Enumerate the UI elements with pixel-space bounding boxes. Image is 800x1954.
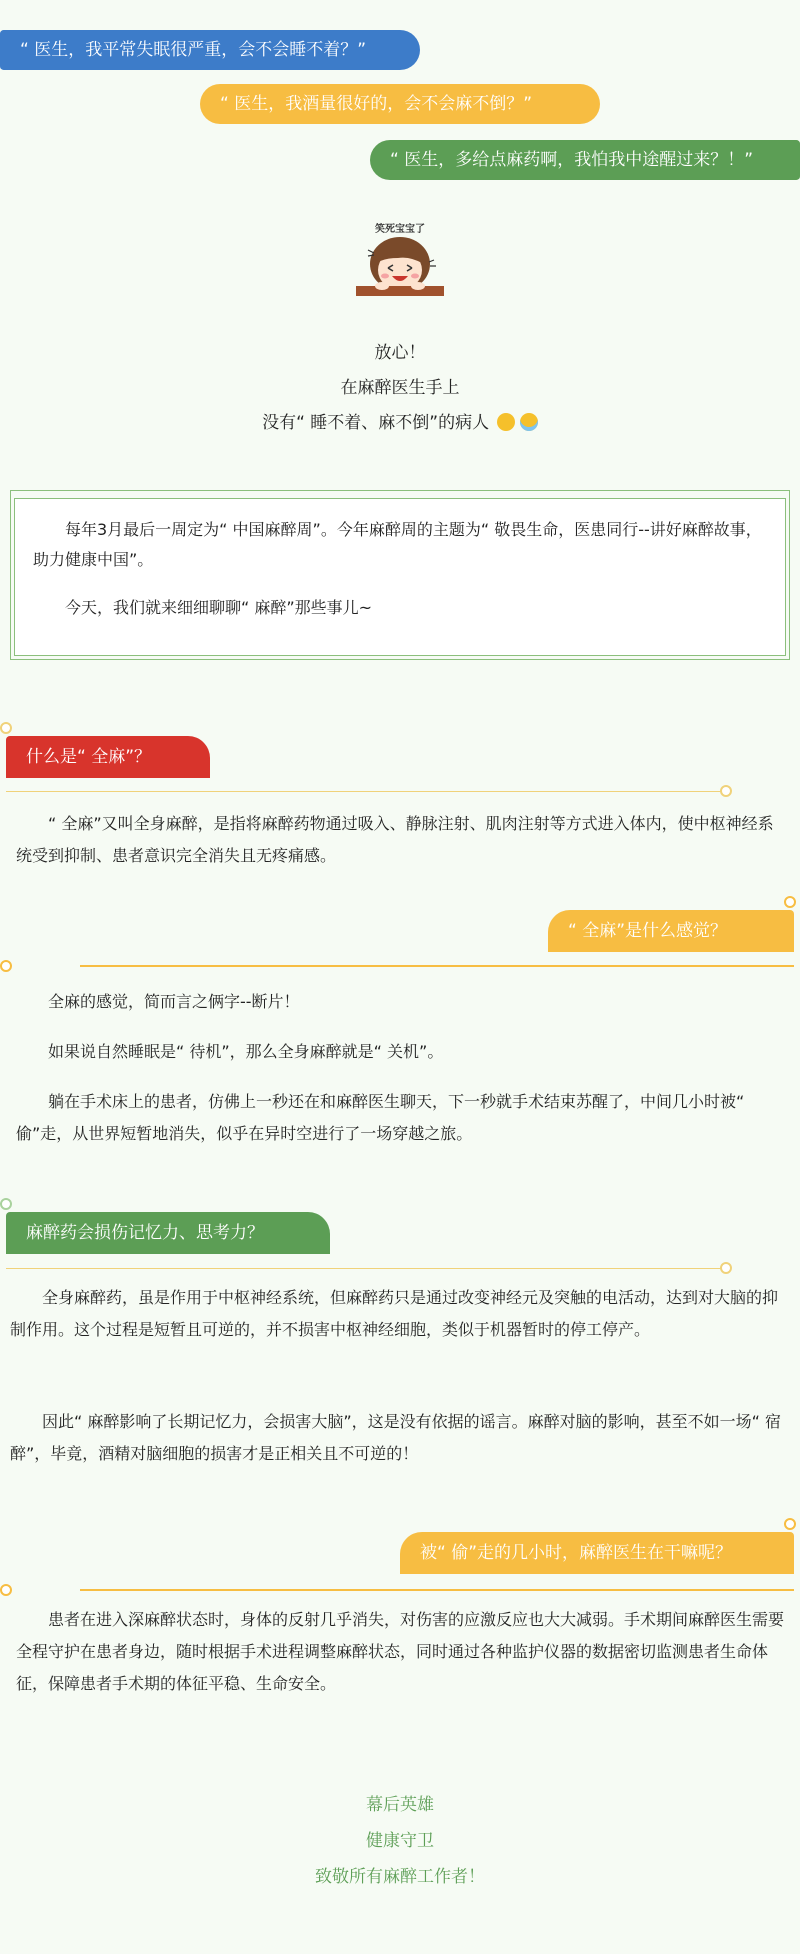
section3-title-tag: 麻醉药会损伤记忆力、思考力？	[6, 1212, 330, 1254]
section4-divider	[80, 1589, 794, 1591]
closing-line-2: 健康守卫	[366, 1831, 434, 1851]
section3-paragraph-2: 因此“ 麻醉影响了长期记忆力，会损害大脑”，这是没有依据的谣言。麻醉对脑的影响，甚至不如一场“ 宿醉”，毕竟，酒精对脑细胞的损害才是正相关且不可逆的！	[10, 1412, 782, 1463]
section3-paragraph-1: 全身麻醉药，虽是作用于中枢神经系统，但麻醉药只是通过改变神经元及突触的电活动，达到对大脑的抑制作用。这个过程是短暂且可逆的，并不损害中枢神经细胞，类似于机器暂时的停工停产。	[10, 1288, 779, 1339]
reassure-line-2: 在麻醉医生手上	[340, 378, 460, 398]
reassure-line-3: 没有“ 睡不着、麻不倒”的病人	[262, 413, 490, 433]
sticker-caption: 笑死宝宝了	[375, 224, 425, 235]
section3-divider-ring	[720, 1262, 732, 1274]
section1-divider-ring	[720, 785, 732, 797]
laughing-emoji-icon	[497, 413, 515, 431]
section2-ring-top	[784, 896, 796, 908]
section4-ring-top	[784, 1518, 796, 1530]
intro-box	[14, 498, 786, 656]
section1-divider	[6, 791, 724, 792]
tears-of-joy-emoji-icon	[520, 413, 538, 431]
section4-paragraph-1: 患者在进入深麻醉状态时，身体的反射几乎消失，对伤害的应激反应也大大减弱。手术期间麻醉医生需要全程守护在患者身边，随时根据手术进程调整麻醉状态，同时通过各种监护仪器的数据密切监测患者生命体征，保障患者手术期的体征平稳、生命安全。	[16, 1610, 785, 1693]
question-bubble-insomnia: “ 医生，我平常失眠很严重，会不会睡不着？”	[0, 30, 420, 70]
intro-paragraph-2: 今天，我们就来细细聊聊“ 麻醉”那些事儿~	[65, 598, 373, 617]
section2-paragraph-3: 躺在手术床上的患者，仿佛上一秒还在和麻醉医生聊天，下一秒就手术结束苏醒了，中间几小时被“ 偷”走，从世界短暂地消失，似乎在异时空进行了一场穿越之旅。	[16, 1092, 745, 1143]
section2-paragraph-1: 全麻的感觉，简而言之俩字--断片！	[48, 992, 300, 1011]
section4-title-tag: 被“ 偷”走的几小时，麻醉医生在干嘛呢？	[400, 1532, 794, 1574]
section2-divider	[80, 965, 794, 967]
section1-title-tag: 什么是“ 全麻”？	[6, 736, 210, 778]
section3-ring-decoration	[0, 1198, 12, 1210]
reassure-line-1: 放心！	[374, 343, 426, 363]
section1-paragraph-1: “ 全麻”又叫全身麻醉，是指将麻醉药物通过吸入、静脉注射、肌肉注射等方式进入体内，使中枢神经系统受到抑制、患者意识完全消失且无疼痛感。	[16, 814, 774, 865]
reassure-line-3-wrap	[0, 408, 800, 433]
section2-title-tag: “ 全麻”是什么感觉？	[548, 910, 794, 952]
section1-ring-decoration	[0, 722, 12, 734]
section2-ring-left	[0, 960, 12, 972]
section2-paragraph-2: 如果说自然睡眠是“ 待机”，那么全身麻醉就是“ 关机”。	[48, 1042, 444, 1061]
section4-ring-left	[0, 1584, 12, 1596]
question-bubble-alcohol: “ 医生，我酒量很好的，会不会麻不倒？”	[200, 84, 600, 124]
closing-line-3: 致敬所有麻醉工作者！	[315, 1867, 485, 1887]
intro-paragraph-1: 每年3月最后一周定为“ 中国麻醉周”。今年麻醉周的主题为“ 敬畏生命，医患同行--讲好麻醉故事，助力健康中国”。	[33, 520, 762, 569]
closing-line-1: 幕后英雄	[366, 1795, 434, 1815]
question-bubble-waking: “ 医生，多给点麻药啊，我怕我中途醒过来？！”	[370, 140, 800, 180]
section3-divider	[6, 1268, 724, 1269]
